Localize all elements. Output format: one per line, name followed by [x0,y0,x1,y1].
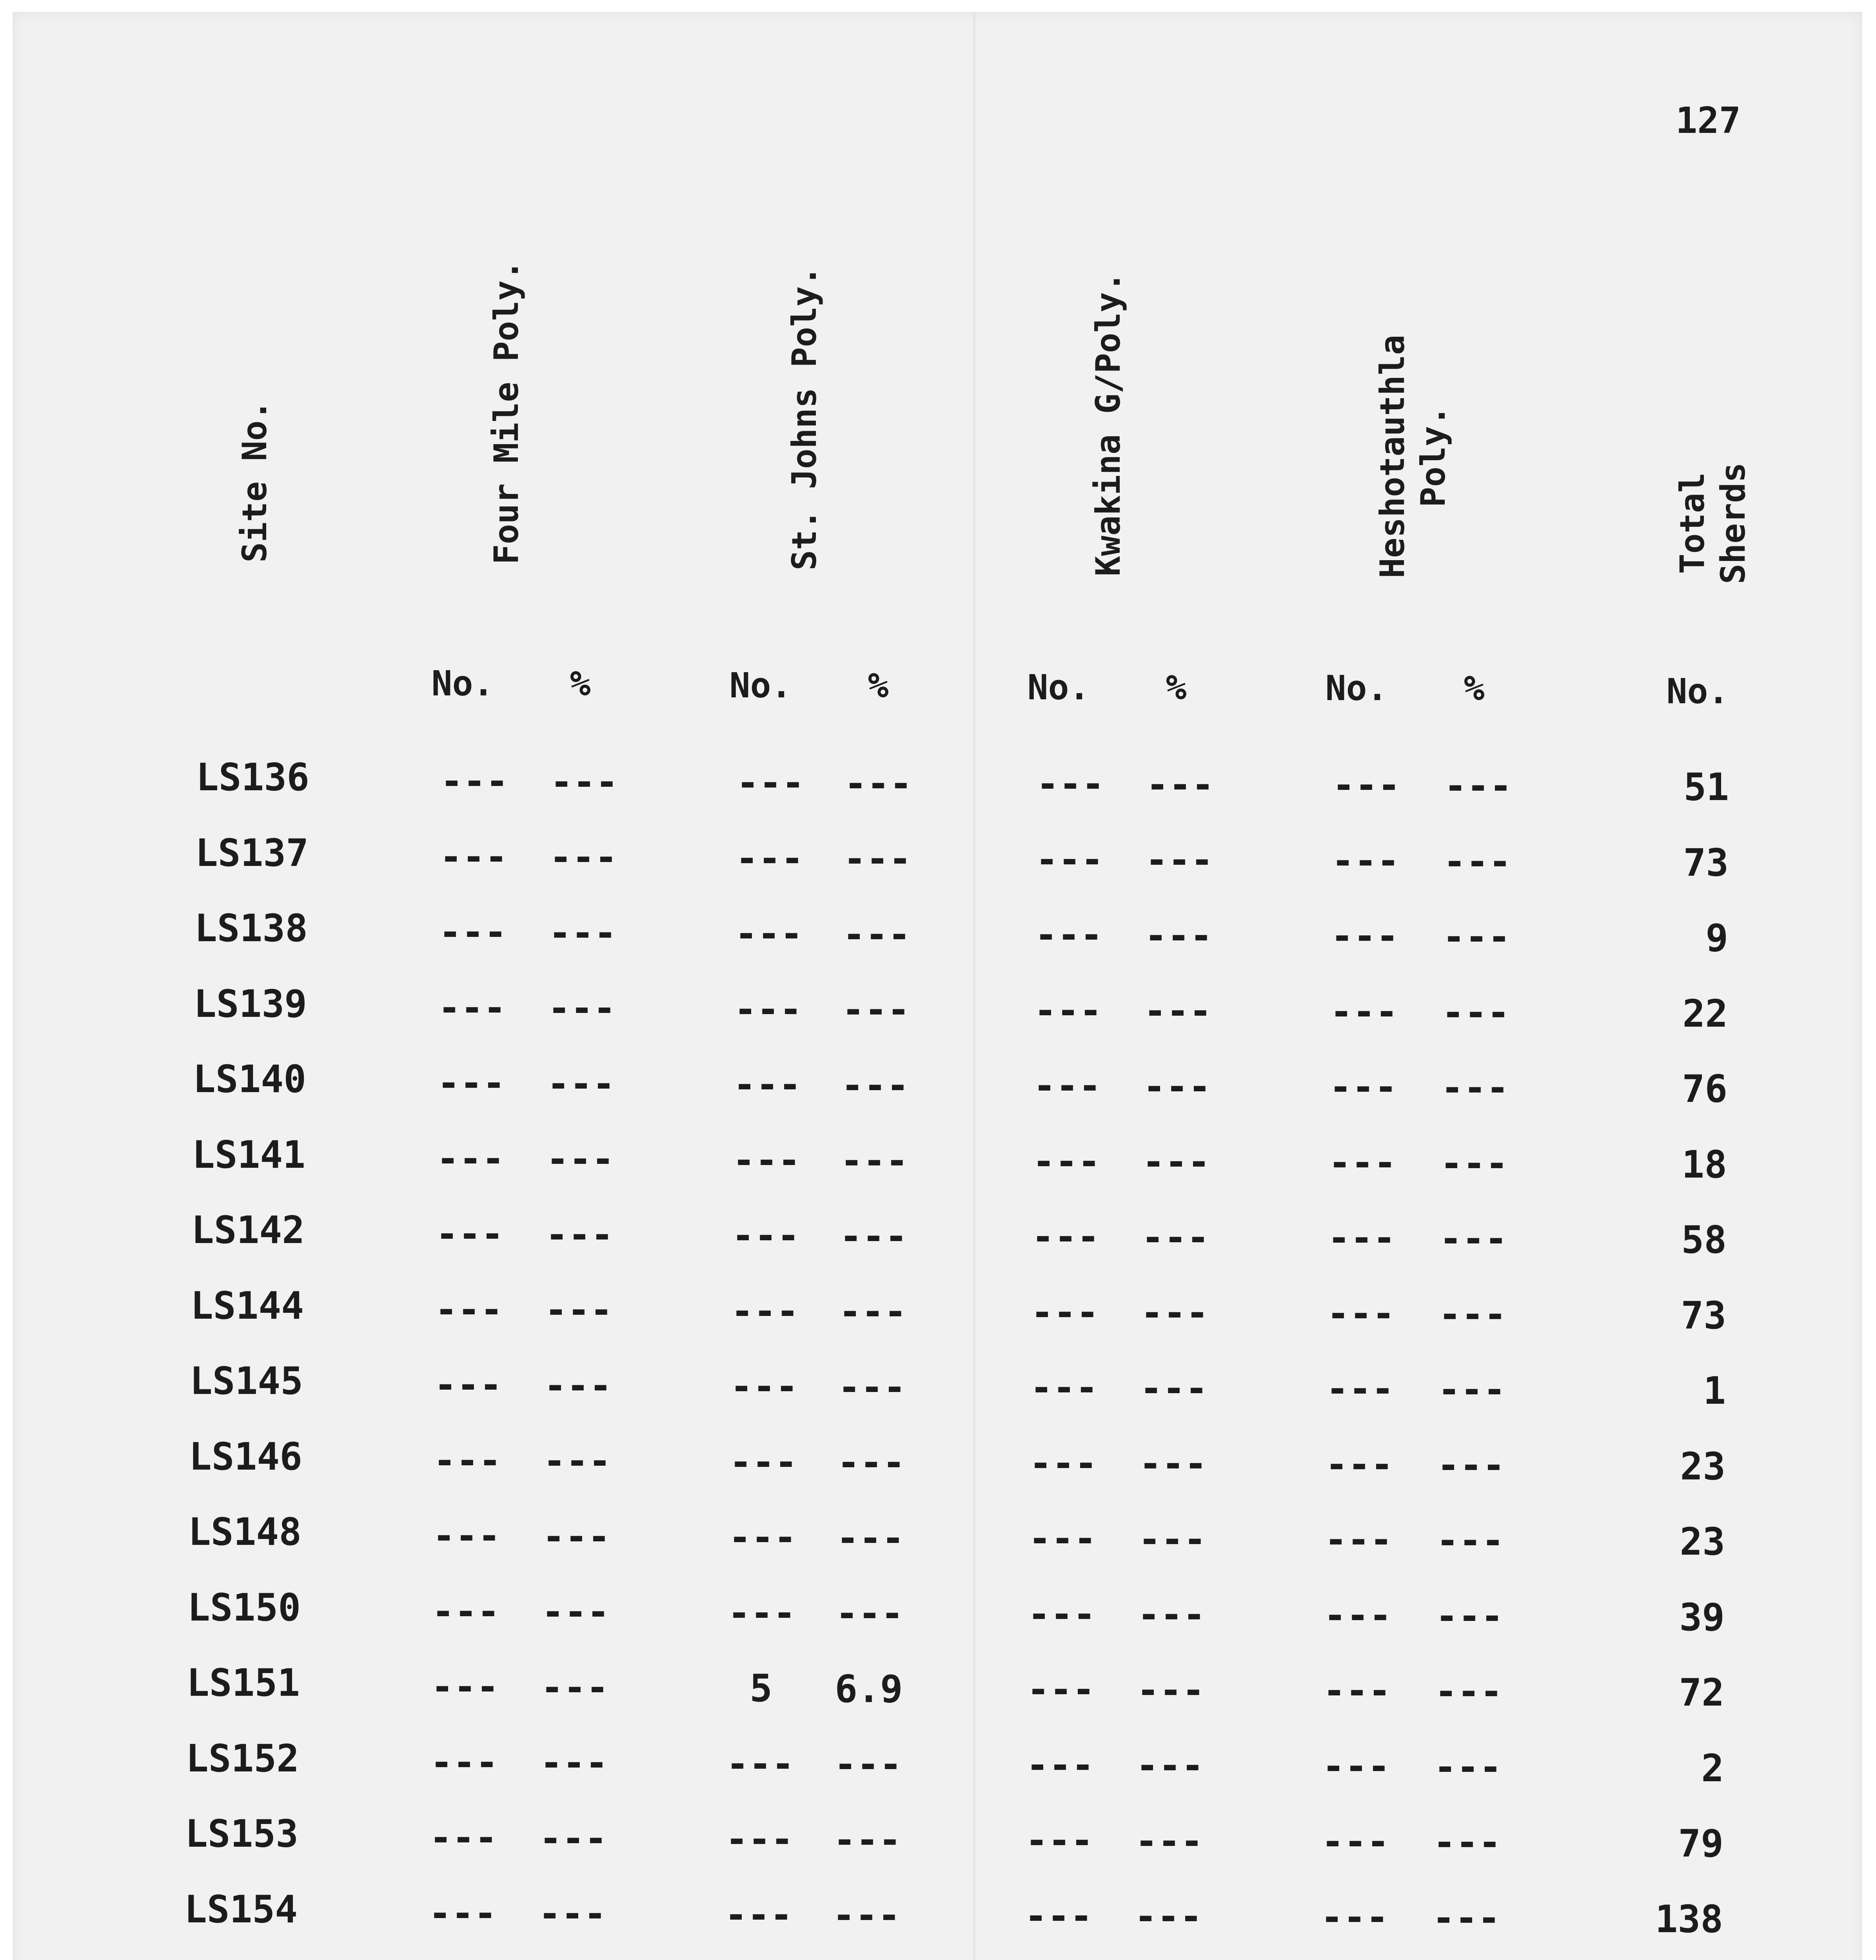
table-cell-sj-pct: --- [840,1139,908,1183]
page-number: 127 [1675,100,1741,142]
table-cell-kw-no: --- [1031,1290,1099,1334]
table-cell-sj-no: --- [728,1591,796,1635]
table-cell-sj-no: --- [730,1365,798,1408]
table-cell-sj-no: --- [729,1440,797,1484]
table-cell-fm-pct: --- [540,1741,608,1785]
subheader-he-pct: % [1464,668,1485,708]
header-heshotauthla [1372,335,1454,578]
table-cell-fm-pct: --- [550,760,618,804]
total-sherds-cell: 39 [1679,1595,1725,1639]
table-cell-fm-pct: --- [545,1288,613,1332]
table-cell-fm-no: --- [433,1438,501,1483]
table-cell-sj-no: --- [725,1893,793,1937]
header-total-line1: Total [1673,472,1712,574]
subheader-he-no: No. [1325,668,1388,708]
table-cell-he-no: --- [1324,1518,1393,1562]
site-cell: LS146 [189,1434,302,1479]
subheader-fm-no: No. [431,663,494,704]
table-cell-sj-no: --- [735,912,803,956]
site-cell: LS140 [193,1057,306,1101]
table-cell-fm-pct: --- [539,1816,607,1860]
table-cell-fm-no: --- [435,1287,503,1332]
table-cell-he-no: --- [1330,989,1398,1034]
table-cell-kw-pct: --- [1146,762,1214,807]
table-cell-sj-no: --- [732,1138,801,1182]
table-cell-fm-no: --- [429,1816,498,1860]
table-cell-he-no: --- [1326,1367,1394,1411]
header-heshotauthla-line1: Heshotauthla [1373,334,1412,578]
table-cell-fm-pct: --- [538,1892,607,1936]
table-cell-kw-no: --- [1024,1894,1093,1938]
site-cell: LS142 [191,1208,305,1252]
header-st-johns [784,266,825,570]
table-cell-he-pct: --- [1442,915,1511,959]
table-cell-sj-pct: --- [833,1818,901,1862]
table-cell-kw-pct: --- [1138,1517,1206,1561]
table-cell-fm-pct: --- [549,835,617,880]
table-cell-he-no: --- [1323,1669,1391,1713]
table-cell-kw-pct: --- [1134,1895,1202,1939]
table-cell-kw-pct: --- [1139,1442,1207,1486]
table-cell-fm-pct: --- [548,911,617,955]
table-cell-he-pct: --- [1443,839,1511,884]
table-cell-fm-no: --- [437,1061,505,1105]
table-cell-kw-no: --- [1028,1592,1096,1636]
header-total-sherds [1672,462,1754,584]
table-cell-sj-pct: --- [843,912,911,956]
table-cell-sj-pct: --- [844,761,912,806]
table-cell-he-pct: --- [1433,1820,1501,1864]
table-cell-sj-no: --- [731,1289,799,1333]
table-cell-he-no: --- [1320,1895,1389,1939]
header-site-no [234,400,275,563]
table-cell-kw-no: --- [1025,1818,1093,1863]
table-cell-fm-pct: --- [541,1665,609,1710]
site-cell: LS138 [194,906,308,950]
total-sherds-cell: 58 [1681,1218,1727,1262]
site-cell: LS150 [187,1585,301,1630]
fold-line [972,12,976,1960]
table-cell-he-pct: --- [1434,1745,1502,1789]
table-cell-kw-no: --- [1032,1139,1101,1183]
table-cell-kw-no: --- [1030,1366,1098,1410]
table-cell-sj-no: --- [736,761,805,805]
table-cell-sj-pct: --- [836,1516,904,1560]
table-cell-fm-no: --- [430,1740,498,1784]
table-cell-fm-pct: --- [545,1212,614,1257]
table-cell-fm-no: --- [432,1589,500,1633]
site-cell: LS152 [186,1736,299,1780]
table-cell-sj-no: --- [726,1742,794,1786]
table-cell-kw-no: --- [1026,1743,1094,1787]
table-cell-he-pct: --- [1436,1519,1504,1563]
site-cell: LS144 [191,1283,304,1328]
table-cell-he-pct: --- [1440,1141,1508,1185]
total-sherds-cell: 76 [1682,1067,1727,1111]
table-cell-he-pct: --- [1432,1896,1500,1940]
table-cell-fm-no: --- [440,759,508,803]
site-cell: LS148 [188,1510,301,1554]
table-cell-sj-no: --- [728,1515,797,1559]
total-sherds-cell: 23 [1680,1444,1725,1488]
total-sherds-cell: 73 [1683,840,1729,885]
subheader-kw-pct: % [1166,667,1187,708]
table-cell-sj-no: --- [733,1063,801,1107]
subheader-total-no: No. [1666,671,1729,711]
table-cell-fm-pct: --- [548,986,616,1031]
table-cell-kw-no: --- [1035,837,1104,882]
table-cell-fm-no: --- [431,1665,499,1709]
table-cell-kw-no: --- [1029,1441,1097,1485]
table-cell-sj-no: --- [734,987,802,1031]
header-kwakina [1088,272,1129,576]
table-cell-fm-pct: --- [543,1439,611,1483]
table-cell-fm-pct: --- [544,1363,612,1408]
table-cell-sj-pct: --- [835,1592,904,1636]
table-cell-kw-no: --- [1035,913,1103,957]
site-cell: LS137 [195,831,309,875]
table-cell-he-no: --- [1321,1820,1389,1864]
site-cell: LS151 [187,1661,300,1705]
table-cell-he-no: --- [1328,1216,1396,1260]
table-cell-he-pct: --- [1439,1217,1507,1261]
table-cell-he-no: --- [1325,1442,1393,1486]
table-cell-he-pct: --- [1437,1443,1505,1487]
subheader-fm-pct: % [570,663,591,704]
table-cell-he-no: --- [1329,1065,1397,1109]
subheader-sj-no: No. [729,665,792,706]
table-cell-sj-no: 5 [750,1666,772,1710]
table-cell-kw-pct: --- [1145,838,1213,882]
table-cell-sj-no: --- [732,1214,800,1258]
table-cell-kw-no: --- [1027,1668,1095,1712]
site-cell: LS139 [194,982,307,1026]
table-cell-kw-no: --- [1033,1064,1101,1108]
table-cell-fm-no: --- [429,1891,497,1935]
table-cell-he-no: --- [1332,763,1400,808]
table-cell-sj-no: --- [736,836,804,880]
table-cell-he-no: --- [1328,1140,1397,1185]
table-cell-fm-no: --- [436,1212,504,1256]
header-st-johns-text: St. Johns Poly. [785,266,824,570]
table-cell-sj-pct: --- [834,1742,902,1787]
table-cell-he-no: --- [1331,838,1400,883]
header-heshotauthla-line2: Poly. [1414,405,1453,507]
table-cell-he-pct: --- [1438,1292,1507,1336]
subheader-kw-no: No. [1027,667,1090,708]
table-cell-fm-no: --- [436,1136,505,1181]
table-cell-fm-no: --- [439,835,508,879]
site-cell: LS141 [192,1132,305,1177]
header-site-no-text: Site No. [235,400,274,563]
table-cell-sj-pct: --- [842,988,910,1032]
header-four-mile [486,260,527,564]
table-cell-he-pct: --- [1444,764,1512,808]
header-four-mile-text: Four Mile Poly. [487,260,526,564]
table-cell-kw-no: --- [1028,1517,1097,1561]
table-cell-he-pct: --- [1441,1066,1509,1110]
header-kwakina-text: Kwakina G/Poly. [1089,272,1128,576]
table-cell-sj-pct: --- [843,837,912,881]
total-sherds-cell: 79 [1678,1822,1723,1866]
total-sherds-cell: 51 [1683,765,1729,809]
site-cell: LS153 [185,1812,298,1856]
table-cell-fm-no: --- [439,910,507,954]
table-cell-he-no: --- [1327,1291,1395,1336]
table-cell-kw-pct: --- [1135,1819,1203,1863]
table-cell-fm-pct: --- [546,1137,614,1181]
total-sherds-cell: 73 [1681,1293,1726,1338]
table-cell-sj-pct: --- [837,1441,905,1485]
site-cell: LS154 [184,1887,298,1931]
total-sherds-cell: 18 [1682,1142,1727,1187]
table-cell-he-no: --- [1331,914,1399,958]
total-sherds-cell: 1 [1703,1369,1726,1413]
table-cell-sj-pct: --- [841,1063,909,1107]
subheader-sj-pct: % [868,665,889,706]
site-cell: LS145 [190,1359,303,1403]
total-sherds-cell: 72 [1679,1671,1724,1715]
table-cell-kw-no: --- [1036,762,1104,806]
table-cell-fm-pct: --- [547,1062,615,1106]
table-cell-sj-pct: --- [839,1214,908,1258]
table-cell-kw-pct: --- [1137,1668,1205,1712]
table-cell-sj-pct: --- [839,1290,907,1334]
table-cell-fm-no: --- [434,1363,502,1407]
table-cell-kw-pct: --- [1144,913,1213,958]
table-cell-he-pct: --- [1438,1368,1506,1412]
table-cell-sj-pct: --- [832,1893,901,1938]
total-sherds-cell: 2 [1701,1746,1724,1790]
header-total-line2: Sherds [1714,462,1753,584]
table-cell-kw-pct: --- [1137,1593,1206,1637]
table-cell-kw-no: --- [1032,1215,1100,1259]
table-cell-kw-pct: --- [1144,989,1212,1033]
table-cell-kw-pct: --- [1140,1366,1208,1410]
total-sherds-cell: 23 [1680,1520,1725,1564]
table-cell-kw-pct: --- [1136,1744,1204,1788]
table-cell-he-no: --- [1322,1744,1390,1788]
total-sherds-cell: 138 [1655,1897,1723,1941]
table-cell-fm-no: --- [432,1514,501,1558]
table-cell-kw-pct: --- [1141,1215,1210,1259]
table-cell-he-pct: --- [1442,990,1510,1034]
table-cell-sj-pct: --- [838,1365,906,1409]
total-sherds-cell: 9 [1705,916,1728,960]
table-cell-kw-pct: --- [1142,1140,1210,1184]
site-cell: LS136 [196,755,309,799]
table-cell-sj-pct: 6.9 [835,1667,903,1711]
table-cell-kw-pct: --- [1140,1291,1209,1335]
table-cell-he-pct: --- [1435,1594,1504,1638]
total-sherds-cell: 22 [1682,991,1728,1036]
table-cell-he-pct: --- [1435,1670,1503,1713]
table-cell-kw-no: --- [1034,988,1102,1033]
table-cell-fm-pct: --- [542,1514,610,1559]
table-cell-he-no: --- [1324,1593,1392,1637]
table-cell-fm-pct: --- [541,1590,610,1634]
table-cell-sj-no: --- [725,1817,794,1861]
table-cell-kw-pct: --- [1143,1064,1211,1109]
table-cell-fm-no: --- [438,985,506,1030]
